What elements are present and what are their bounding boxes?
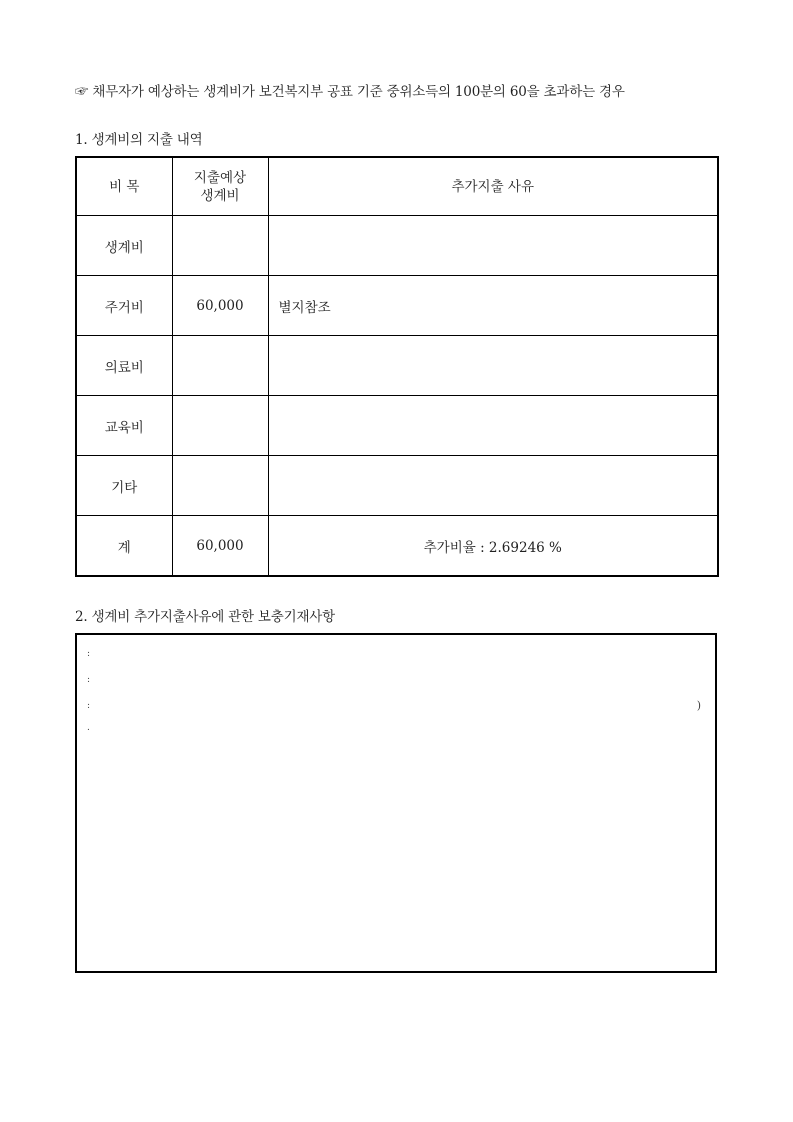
row-item: 교육비 <box>76 396 172 456</box>
header-item: 비 목 <box>76 157 172 216</box>
table-header-row <box>76 157 718 216</box>
table-row <box>76 276 718 336</box>
row-item: 주거비 <box>76 276 172 336</box>
header-expected-line2: 생계비 <box>200 187 240 204</box>
total-amount: 60,000 <box>172 516 268 577</box>
row-reason[interactable] <box>268 336 718 396</box>
row-item: 생계비 <box>76 216 172 276</box>
row-item: 기타 <box>76 456 172 516</box>
memo-fragment: : <box>87 701 91 711</box>
row-reason[interactable] <box>268 396 718 456</box>
memo-fragment: : <box>87 675 91 685</box>
row-amount[interactable] <box>172 216 268 276</box>
additional-ratio: 추가비율 : 2.69246 % <box>268 516 718 577</box>
pointing-hand-icon: ☞ <box>75 84 89 100</box>
row-reason[interactable]: 별지참조 <box>268 276 718 336</box>
expense-table <box>75 156 719 577</box>
row-amount[interactable]: 60,000 <box>172 276 268 336</box>
notice-text: 채무자가 예상하는 생계비가 보건복지부 공표 기준 중위소득의 100분의 60을 초과하는 경우 <box>92 84 625 100</box>
section1-title: 1. 생계비의 지출 내역 <box>75 132 203 148</box>
row-amount[interactable] <box>172 456 268 516</box>
row-item: 의료비 <box>76 336 172 396</box>
header-reason: 추가지출 사유 <box>268 157 718 216</box>
header-expected <box>172 157 268 216</box>
table-row <box>76 216 718 276</box>
memo-fragment: : <box>87 649 91 659</box>
table-row <box>76 336 718 396</box>
total-label: 계 <box>76 516 172 577</box>
memo-fragment: . <box>87 723 90 733</box>
row-amount[interactable] <box>172 396 268 456</box>
row-reason[interactable] <box>268 216 718 276</box>
row-reason[interactable] <box>268 456 718 516</box>
supplementary-notes-box[interactable] <box>75 633 717 973</box>
section2-title: 2. 생계비 추가지출사유에 관한 보충기재사항 <box>75 609 335 625</box>
header-expected-line1: 지출예상 <box>193 169 247 186</box>
memo-right-fragment: ) <box>696 699 701 712</box>
notice-line <box>75 80 625 100</box>
table-row <box>76 456 718 516</box>
table-row <box>76 396 718 456</box>
total-row <box>76 516 718 577</box>
row-amount[interactable] <box>172 336 268 396</box>
